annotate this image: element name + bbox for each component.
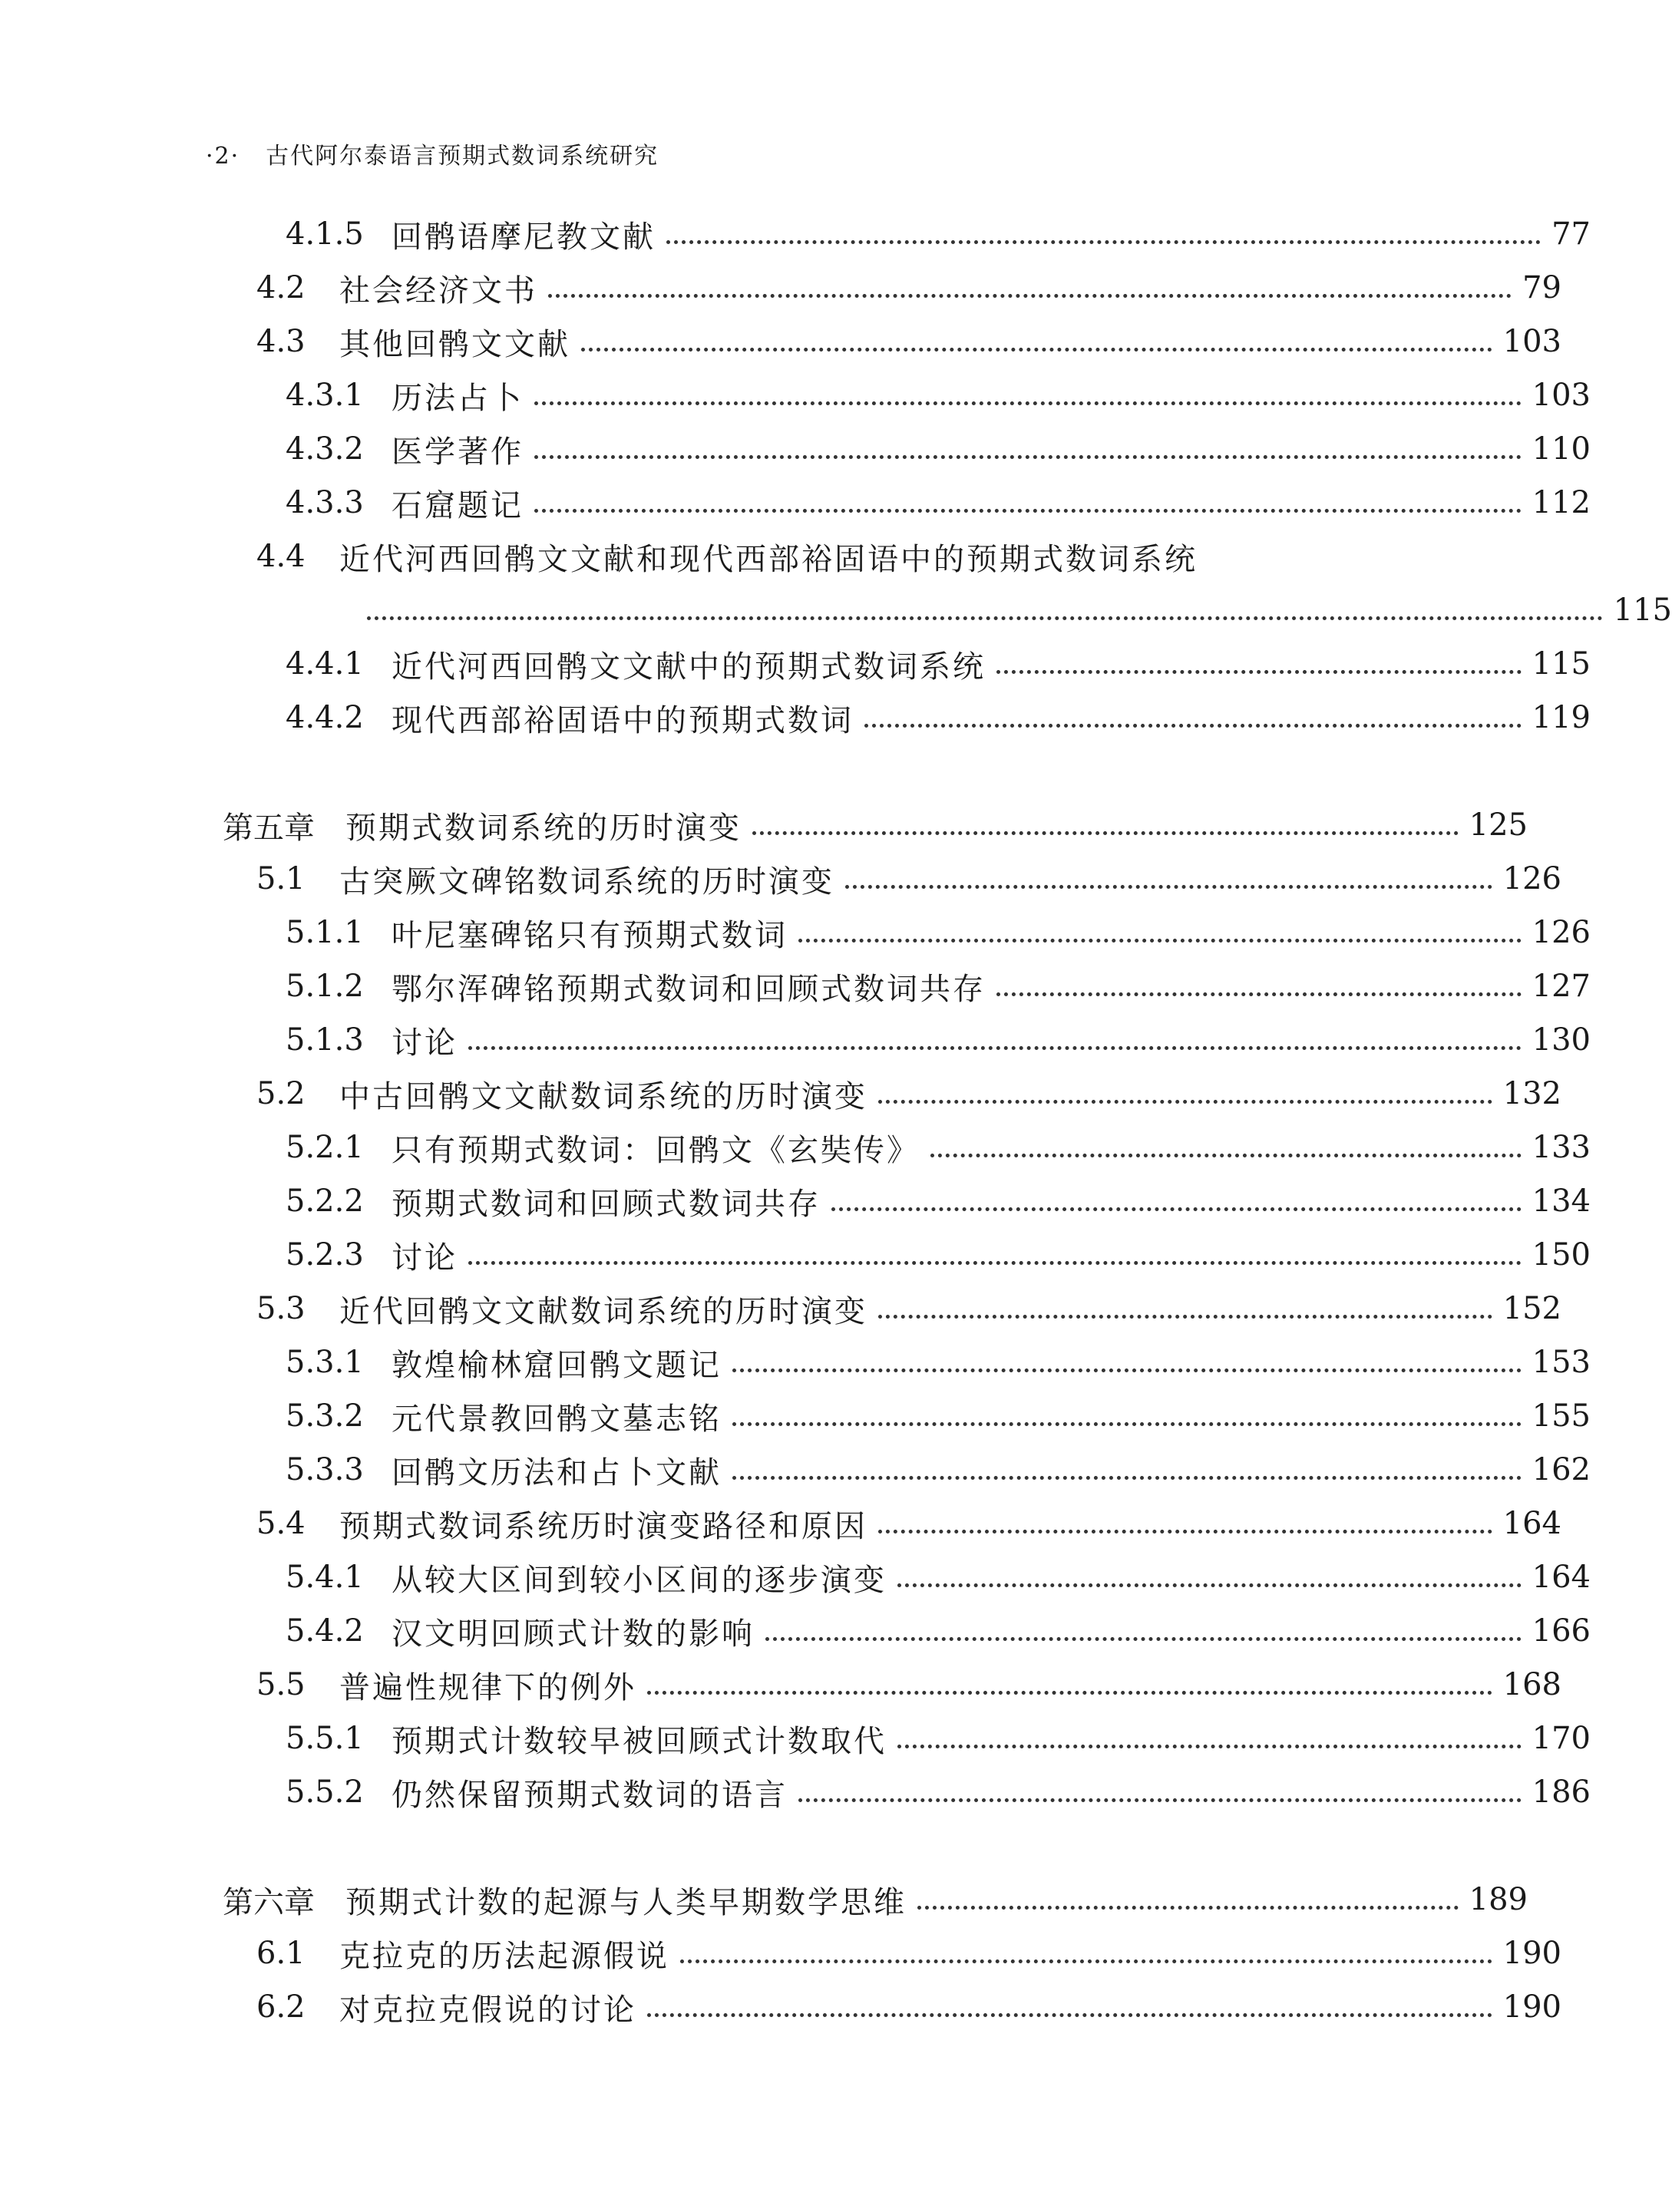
toc-entry[interactable] <box>0 1980 1561 2034</box>
toc-page: 132 <box>1502 1076 1561 1111</box>
toc-title: 敦煌榆林窟回鹘文题记 <box>392 1347 722 1383</box>
toc-title: 克拉克的历法起源假说 <box>339 1938 669 1974</box>
dot-leader <box>581 348 1492 352</box>
dot-leader <box>864 724 1522 728</box>
toc-page: 168 <box>1502 1667 1561 1702</box>
toc-page: 134 <box>1532 1184 1591 1219</box>
toc-title: 对克拉克假说的讨论 <box>339 1992 636 2028</box>
dot-leader <box>666 240 1541 244</box>
toc-entry[interactable] <box>0 315 1561 368</box>
toc-page: 164 <box>1502 1506 1561 1541</box>
toc-entry[interactable] <box>0 1443 1591 1497</box>
toc-chapter[interactable] <box>0 798 1528 852</box>
toc-title: 仍然保留预期式数词的语言 <box>392 1777 788 1813</box>
toc-entry[interactable] <box>0 207 1591 261</box>
toc-entry[interactable] <box>0 1604 1591 1658</box>
toc-number: 5.5.2 <box>286 1775 364 1810</box>
toc-entry[interactable] <box>0 476 1591 530</box>
toc-page: 162 <box>1532 1452 1591 1487</box>
toc-page: 130 <box>1532 1022 1591 1058</box>
toc-entry[interactable] <box>0 422 1591 476</box>
toc-entry[interactable] <box>0 852 1561 906</box>
toc-number: 4.4 <box>256 539 306 574</box>
toc-entry[interactable] <box>0 959 1591 1013</box>
toc-title: 近代河西回鹘文文献中的预期式数词系统 <box>392 649 986 685</box>
dot-leader <box>996 670 1522 674</box>
toc-chapter-number: 第六章 <box>223 1884 315 1920</box>
dot-leader <box>897 1745 1522 1748</box>
dot-leader <box>468 1261 1522 1265</box>
toc-entry[interactable] <box>0 1926 1561 1980</box>
toc-entry[interactable] <box>0 637 1591 691</box>
toc-number: 5.1.2 <box>286 969 364 1004</box>
toc-number: 5.2.3 <box>286 1237 364 1273</box>
toc-title: 预期式数词系统历时演变路径和原因 <box>339 1508 867 1544</box>
toc-page: 79 <box>1522 270 1561 305</box>
dot-leader <box>831 1207 1522 1211</box>
toc-page: 115 <box>1532 646 1591 682</box>
dot-leader <box>534 401 1522 405</box>
toc-number: 4.4.2 <box>286 700 364 735</box>
toc-number: 4.2 <box>256 270 306 305</box>
toc-entry[interactable] <box>0 1335 1591 1389</box>
toc-title: 现代西部裕固语中的预期式数词 <box>392 702 854 738</box>
toc-page: 115 <box>1613 593 1672 628</box>
dot-leader <box>647 1691 1492 1695</box>
dot-leader <box>845 885 1492 889</box>
toc-number: 4.3.2 <box>286 431 364 467</box>
toc-entry[interactable] <box>0 1712 1591 1765</box>
dot-leader <box>996 992 1522 996</box>
toc-page: 110 <box>1532 431 1591 467</box>
toc-title: 中古回鹘文文献数词系统的历时演变 <box>339 1078 867 1114</box>
toc-title: 石窟题记 <box>392 487 524 523</box>
toc-entry[interactable] <box>0 1228 1591 1282</box>
toc-page: 190 <box>1502 1936 1561 1971</box>
toc-number: 5.4.2 <box>286 1613 364 1649</box>
toc-number: 4.3.3 <box>286 485 364 520</box>
toc-page: 186 <box>1532 1775 1591 1810</box>
toc-number: 5.3.1 <box>286 1345 364 1380</box>
toc-number: 5.2 <box>256 1076 306 1111</box>
toc-title: 汉文明回顾式计数的影响 <box>392 1616 755 1652</box>
dot-leader <box>765 1637 1522 1641</box>
toc-number: 5.5.1 <box>286 1721 364 1756</box>
toc-page: 112 <box>1532 485 1591 520</box>
dot-leader <box>752 831 1459 835</box>
toc-number: 5.1 <box>256 861 306 896</box>
toc-number: 5.3 <box>256 1291 306 1326</box>
toc-title: 近代河西回鹘文文献和现代西部裕固语中的预期式数词系统 <box>339 541 1198 577</box>
toc-entry[interactable] <box>0 1497 1561 1550</box>
dot-leader <box>878 1530 1492 1534</box>
toc-title: 预期式计数较早被回顾式计数取代 <box>392 1723 887 1759</box>
toc-title: 古突厥文碑铭数词系统的历时演变 <box>339 863 834 900</box>
toc-number: 5.4.1 <box>286 1560 364 1595</box>
toc-page: 127 <box>1532 969 1591 1004</box>
toc-entry[interactable] <box>0 530 1561 583</box>
toc-page: 150 <box>1532 1237 1591 1273</box>
toc-title: 讨论 <box>392 1025 458 1061</box>
dot-leader <box>917 1906 1459 1910</box>
dot-leader <box>798 1798 1522 1802</box>
toc-page: 189 <box>1469 1882 1528 1917</box>
toc-title: 近代回鹘文文献数词系统的历时演变 <box>339 1293 867 1329</box>
toc-chapter-number: 第五章 <box>223 810 315 846</box>
toc-entry[interactable] <box>0 1121 1591 1174</box>
toc-title: 回鹘语摩尼教文献 <box>392 219 656 255</box>
toc-entry[interactable] <box>0 1765 1591 1819</box>
toc-entry[interactable] <box>0 1067 1561 1121</box>
toc-title: 历法占卜 <box>392 380 524 416</box>
toc-entry[interactable] <box>0 1550 1591 1604</box>
toc-page: 126 <box>1532 915 1591 950</box>
toc-title: 其他回鹘文文献 <box>339 326 570 362</box>
toc-number: 5.2.1 <box>286 1130 364 1165</box>
dot-leader <box>930 1154 1522 1157</box>
toc-number: 6.1 <box>256 1936 306 1971</box>
dot-leader <box>468 1046 1522 1050</box>
dot-leader <box>798 939 1522 943</box>
toc-page: 77 <box>1551 216 1591 252</box>
toc-chapter[interactable] <box>0 1873 1528 1926</box>
toc-number: 4.4.1 <box>286 646 364 682</box>
toc-entry-continuation[interactable] <box>0 583 1672 637</box>
dot-leader <box>647 2013 1492 2017</box>
toc-page: 103 <box>1502 324 1561 359</box>
dot-leader <box>878 1315 1492 1319</box>
toc-page: 133 <box>1532 1130 1591 1165</box>
toc-page: 103 <box>1532 378 1591 413</box>
dot-leader <box>534 455 1522 459</box>
toc-page: 125 <box>1469 807 1528 843</box>
dot-leader <box>548 294 1512 298</box>
toc-title: 医学著作 <box>392 434 524 470</box>
toc-title: 只有预期式数词：回鹘文《玄奘传》 <box>392 1132 920 1168</box>
toc-title: 回鹘文历法和占卜文献 <box>392 1454 722 1491</box>
toc-page: 153 <box>1532 1345 1591 1380</box>
toc-page: 190 <box>1502 1989 1561 2025</box>
page-number: ·2· <box>206 143 240 170</box>
toc-number: 4.3 <box>256 324 306 359</box>
toc-number: 5.3.3 <box>286 1452 364 1487</box>
toc-title: 鄂尔浑碑铭预期式数词和回顾式数词共存 <box>392 971 986 1007</box>
dot-leader <box>732 1476 1522 1480</box>
toc-title: 预期式数词和回顾式数词共存 <box>392 1186 821 1222</box>
toc-entry[interactable] <box>0 368 1591 422</box>
toc-entry[interactable] <box>0 1389 1591 1443</box>
toc-title: 讨论 <box>392 1240 458 1276</box>
toc-entry[interactable] <box>0 691 1591 744</box>
toc-title: 元代景教回鹘文墓志铭 <box>392 1401 722 1437</box>
toc-title: 从较大区间到较小区间的逐步演变 <box>392 1562 887 1598</box>
toc-number: 5.5 <box>256 1667 306 1702</box>
toc-number: 6.2 <box>256 1989 306 2025</box>
toc-number: 4.3.1 <box>286 378 364 413</box>
toc-page: 152 <box>1502 1291 1561 1326</box>
toc-number: 5.2.2 <box>286 1184 364 1219</box>
toc-title: 预期式计数的起源与人类早期数学思维 <box>345 1884 907 1920</box>
dot-leader <box>534 509 1522 513</box>
toc-number: 4.1.5 <box>286 216 364 252</box>
dot-leader <box>732 1368 1522 1372</box>
toc-title: 叶尼塞碑铭只有预期式数词 <box>392 917 788 953</box>
toc-entry[interactable] <box>0 906 1591 959</box>
dot-leader <box>680 1959 1492 1963</box>
toc-title: 社会经济文书 <box>339 272 537 309</box>
toc-number: 5.3.2 <box>286 1398 364 1434</box>
running-header <box>206 137 659 170</box>
toc-entry[interactable] <box>0 1013 1591 1067</box>
toc-number: 5.1.3 <box>286 1022 364 1058</box>
dot-leader <box>897 1583 1522 1587</box>
toc-entry[interactable] <box>0 1174 1591 1228</box>
toc-page: 170 <box>1532 1721 1591 1756</box>
dot-leader <box>732 1422 1522 1426</box>
toc-title: 预期式数词系统的历时演变 <box>345 810 742 846</box>
toc-page: 164 <box>1532 1560 1591 1595</box>
book-title: 古代阿尔泰语言预期式数词系统研究 <box>266 143 659 170</box>
dot-leader <box>878 1100 1492 1104</box>
toc-entry[interactable] <box>0 1658 1561 1712</box>
toc-number: 5.4 <box>256 1506 306 1541</box>
toc-entry[interactable] <box>0 1282 1561 1335</box>
toc-page: 166 <box>1532 1613 1591 1649</box>
toc-entry[interactable] <box>0 261 1561 315</box>
toc-page: 119 <box>1532 700 1591 735</box>
toc-page: 155 <box>1532 1398 1591 1434</box>
dot-leader <box>367 616 1603 620</box>
toc-title: 普遍性规律下的例外 <box>339 1669 636 1705</box>
toc-page: 126 <box>1502 861 1561 896</box>
toc-number: 5.1.1 <box>286 915 364 950</box>
